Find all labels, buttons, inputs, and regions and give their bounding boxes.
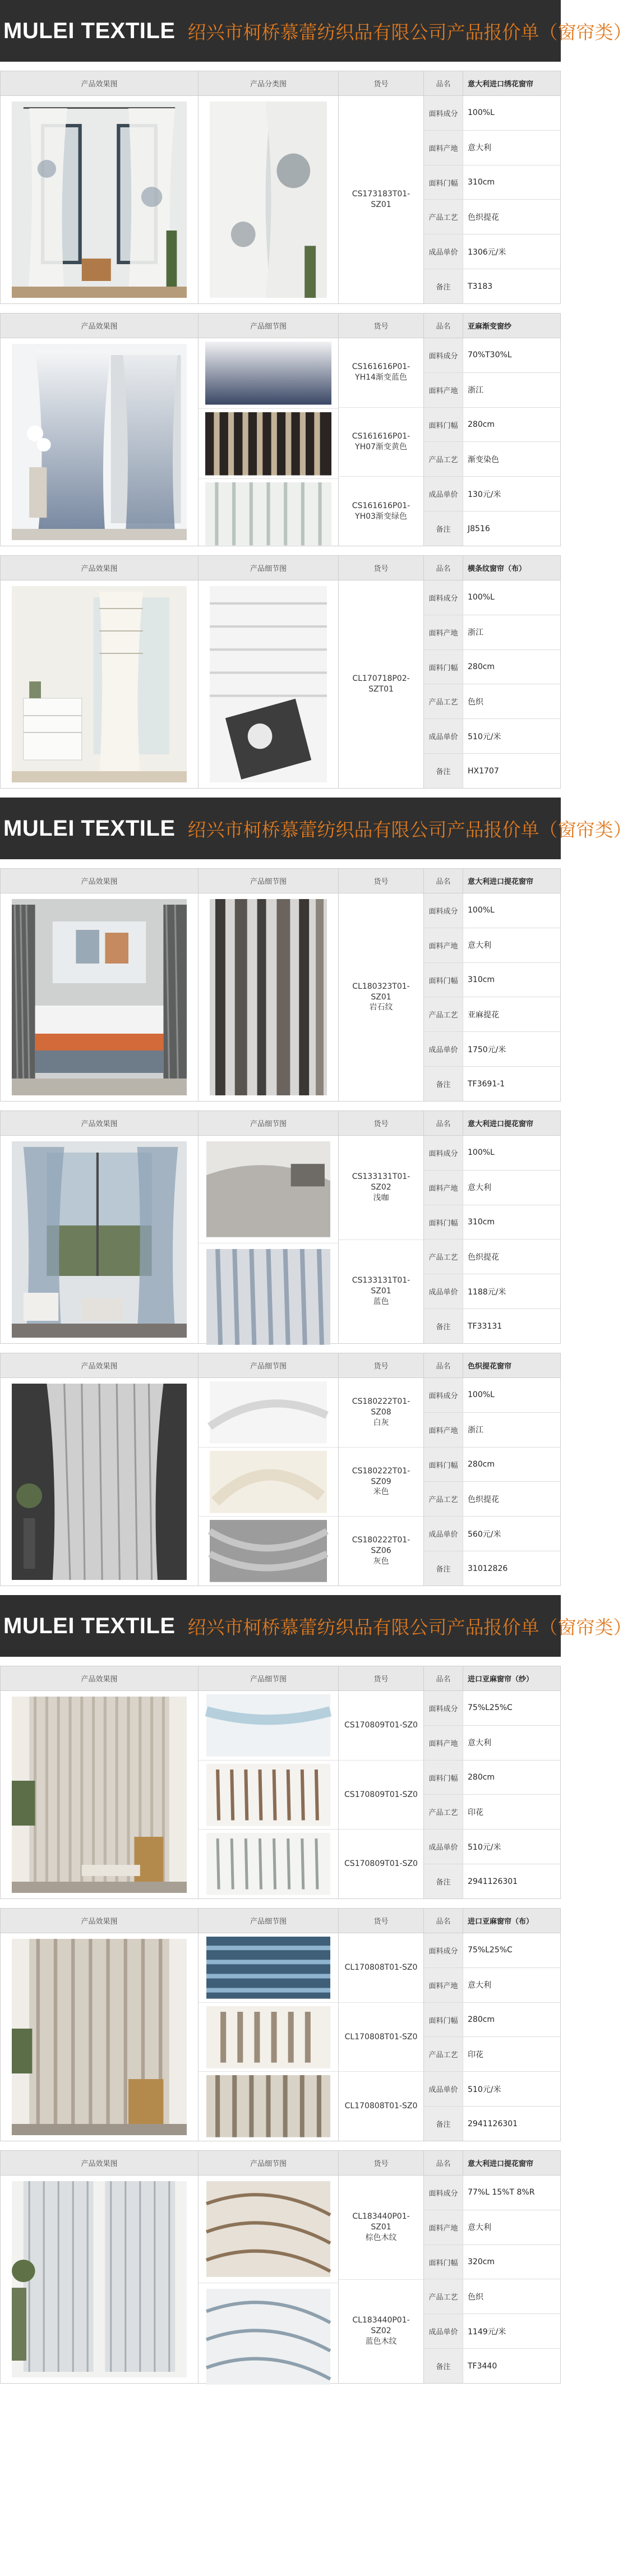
text-cell: 产品工艺 bbox=[424, 1239, 463, 1274]
effect-photo bbox=[1, 1378, 199, 1586]
text-cell: 面料产地 bbox=[424, 131, 463, 165]
text-cell: 货号 bbox=[339, 869, 424, 893]
text-cell: 备注 bbox=[424, 511, 463, 546]
detail-photo bbox=[199, 338, 338, 409]
text-cell: 面料产地 bbox=[424, 373, 463, 407]
text-cell: 面料门幅 bbox=[424, 650, 463, 684]
text-cell: 意大利 bbox=[468, 941, 491, 951]
item-code bbox=[339, 1761, 423, 1830]
text-cell: CL183440P01- bbox=[352, 2211, 410, 2221]
text-cell: 130元/米 bbox=[468, 490, 501, 499]
detail-photo bbox=[199, 1761, 338, 1830]
spec-composition: 100%L bbox=[468, 108, 495, 118]
text-cell: 浙江 bbox=[468, 386, 483, 395]
text-cell: 510元/米 bbox=[468, 732, 501, 741]
text-cell: CL170808T01-SZ0 bbox=[344, 1962, 418, 1972]
text-cell: 280cm bbox=[468, 420, 495, 430]
text-cell: 面料成分 bbox=[424, 2176, 463, 2210]
text-cell: CL170718P02- bbox=[352, 674, 410, 684]
text-cell: 2941126301 bbox=[468, 1877, 518, 1886]
product-name: 进口亚麻窗帘（纱） bbox=[468, 1675, 534, 1684]
text-cell: 面料产地 bbox=[424, 2210, 463, 2245]
product-block bbox=[0, 313, 561, 546]
text-cell: 成品单价 bbox=[424, 2314, 463, 2348]
text-cell: 品名 bbox=[424, 2151, 463, 2175]
spec-origin: 意大利 bbox=[468, 144, 491, 153]
text-cell: 280cm bbox=[468, 1773, 495, 1782]
text-cell: CL180323T01- bbox=[352, 981, 410, 991]
company-title: 绍兴市柯桥慕蕾纺织品有限公司产品报价单（窗帘类） bbox=[187, 21, 632, 43]
text-cell: CS161616P01- bbox=[352, 501, 410, 510]
text-cell: CS173183T01- bbox=[352, 190, 410, 199]
text-cell: CS170809T01-SZ0 bbox=[344, 1790, 418, 1799]
text-cell: 白灰 bbox=[373, 1418, 389, 1427]
text-cell: 色织 bbox=[468, 2292, 483, 2302]
text-cell: 面料成分 bbox=[424, 1933, 463, 1967]
spec-table bbox=[424, 580, 560, 788]
detail-photo bbox=[199, 1136, 338, 1243]
product-block bbox=[0, 555, 561, 789]
text-cell: CS180222T01- bbox=[352, 1397, 410, 1406]
text-cell: 成品单价 bbox=[424, 477, 463, 511]
text-cell: 面料产地 bbox=[424, 1171, 463, 1205]
text-cell: 备注 bbox=[424, 754, 463, 788]
text-cell: 100%L bbox=[468, 1148, 495, 1158]
text-cell: 面料成分 bbox=[424, 1691, 463, 1725]
text-cell: 备注 bbox=[424, 2107, 463, 2141]
text-cell: 1149元/米 bbox=[468, 2327, 506, 2337]
item-code bbox=[339, 96, 423, 303]
spec-table bbox=[424, 1378, 560, 1586]
text-cell: 产品细节图 bbox=[199, 1909, 339, 1933]
text-cell: 产品细节图 bbox=[199, 869, 339, 893]
text-cell: 品名 bbox=[424, 1909, 463, 1933]
text-cell: 品名 bbox=[424, 556, 463, 580]
text-cell: CL170808T01-SZ0 bbox=[344, 2032, 418, 2042]
item-code bbox=[339, 1240, 423, 1344]
text-cell: 亚麻提花 bbox=[468, 1010, 499, 1020]
spec-process: 色织提花 bbox=[468, 213, 499, 222]
text-cell: 成品单价 bbox=[424, 234, 463, 269]
text-cell: TF33131 bbox=[468, 1321, 502, 1331]
text-cell: 产品工艺 bbox=[424, 200, 463, 234]
item-code bbox=[339, 2176, 423, 2280]
text-cell: 备注 bbox=[424, 2349, 463, 2383]
text-cell: 棕色木纹 bbox=[365, 2233, 397, 2242]
spec-table bbox=[424, 1933, 560, 2141]
text-cell: 备注 bbox=[424, 1551, 463, 1586]
product-block bbox=[0, 1353, 561, 1586]
text-cell: 510元/米 bbox=[468, 1842, 501, 1852]
text-cell: 面料产地 bbox=[424, 928, 463, 962]
text-cell: 蓝色木纹 bbox=[365, 2337, 397, 2347]
product-block bbox=[0, 1666, 561, 1899]
text-cell: 色织提花 bbox=[468, 1495, 499, 1504]
text-cell: 310cm bbox=[468, 1218, 495, 1227]
text-cell: SZ08 bbox=[371, 1407, 391, 1417]
text-cell: MULEI TEXTILE bbox=[3, 1613, 176, 1638]
text-cell: 绍兴市柯桥慕蕾纺织品有限公司产品报价单（窗帘类） bbox=[187, 818, 632, 841]
text-cell: 310cm bbox=[468, 975, 495, 985]
text-cell: HX1707 bbox=[468, 766, 499, 776]
text-cell: 面料成分 bbox=[424, 893, 463, 928]
text-cell: 面料门幅 bbox=[424, 1205, 463, 1239]
text-cell: 产品效果图 bbox=[1, 1909, 199, 1933]
product-name: 色织提花窗帘 bbox=[468, 1362, 512, 1371]
text-cell: CS180222T01- bbox=[352, 1466, 410, 1476]
text-cell: 成品单价 bbox=[424, 1032, 463, 1066]
item-code bbox=[339, 338, 423, 408]
text-cell: 产品工艺 bbox=[424, 1795, 463, 1829]
text-cell: 品名 bbox=[424, 314, 463, 338]
text-cell: 品名 bbox=[424, 1666, 463, 1690]
text-cell: 产品效果图 bbox=[1, 1666, 199, 1690]
text-cell: CS180222T01- bbox=[352, 1536, 410, 1545]
text-cell: 成品单价 bbox=[424, 1830, 463, 1864]
text-cell: 备注 bbox=[424, 1067, 463, 1101]
detail-photo bbox=[199, 2072, 338, 2141]
text-cell: 备注 bbox=[424, 1864, 463, 1898]
text-cell: 产品工艺 bbox=[424, 1482, 463, 1516]
effect-photo bbox=[1, 338, 199, 546]
text-cell: 510元/米 bbox=[468, 2085, 501, 2094]
text-cell: 1188元/米 bbox=[468, 1287, 506, 1297]
text-cell: 面料门幅 bbox=[424, 1448, 463, 1482]
spec-table bbox=[424, 1136, 560, 1343]
spec-price: 1306元/米 bbox=[468, 247, 506, 257]
text-cell: 意大利 bbox=[468, 1981, 491, 1990]
item-code bbox=[339, 1933, 423, 2003]
text-cell: 产品细节图 bbox=[199, 556, 339, 580]
text-cell: 印花 bbox=[468, 1808, 483, 1817]
text-cell: 面料门幅 bbox=[424, 2003, 463, 2037]
text-cell: 面料产地 bbox=[424, 1413, 463, 1447]
text-cell: 75%L25%C bbox=[468, 1703, 513, 1713]
effect-photo bbox=[1, 893, 199, 1101]
text-cell: 560元/米 bbox=[468, 1529, 501, 1539]
banner bbox=[0, 1595, 632, 1657]
text-cell: CS133131T01- bbox=[352, 1172, 410, 1181]
text-cell: 品名 bbox=[424, 869, 463, 893]
text-cell: 货号 bbox=[339, 556, 424, 580]
text-cell: CS170809T01-SZ0 bbox=[344, 1720, 418, 1730]
text-cell: 浙江 bbox=[468, 628, 483, 638]
text-cell: 产品效果图 bbox=[1, 1353, 199, 1377]
product-name: 意大利进口提花窗帘 bbox=[468, 2160, 534, 2168]
product-block bbox=[0, 1110, 561, 1344]
text-cell: 成品单价 bbox=[424, 1274, 463, 1308]
detail-photo bbox=[199, 1517, 338, 1586]
text-cell: 产品工艺 bbox=[424, 2037, 463, 2071]
text-cell: 绍兴市柯桥慕蕾纺织品有限公司产品报价单（窗帘类） bbox=[187, 1616, 632, 1638]
detail-photo bbox=[199, 2003, 338, 2072]
item-code bbox=[339, 1378, 423, 1448]
text-cell: 货号 bbox=[339, 1909, 424, 1933]
text-cell: CS161616P01- bbox=[352, 432, 410, 441]
text-cell: YH14渐变蓝色 bbox=[355, 373, 407, 383]
text-cell: 320cm bbox=[468, 2257, 495, 2267]
spec-table bbox=[424, 2176, 560, 2383]
text-cell: 面料门幅 bbox=[424, 963, 463, 997]
item-code bbox=[339, 2072, 423, 2141]
detail-photo bbox=[199, 580, 338, 788]
text-cell: SZ02 bbox=[371, 2326, 391, 2336]
text-cell: 面料成分 bbox=[424, 338, 463, 372]
spec-table bbox=[424, 893, 560, 1101]
text-cell: J8516 bbox=[468, 524, 490, 533]
detail-photo bbox=[199, 893, 338, 1101]
spec-table bbox=[424, 96, 560, 303]
banner bbox=[0, 0, 632, 62]
text-cell: 品名 bbox=[424, 1111, 463, 1135]
text-cell: 产品细节图 bbox=[199, 1353, 339, 1377]
product-name: 进口亚麻窗帘（布） bbox=[468, 1918, 534, 1926]
text-cell: 色织提花 bbox=[468, 1252, 499, 1262]
text-cell: SZ09 bbox=[371, 1477, 391, 1486]
effect-photo bbox=[1, 1691, 199, 1898]
text-cell: MULEI TEXTILE bbox=[3, 815, 176, 841]
text-cell: 浙江 bbox=[468, 1426, 483, 1435]
text-cell: 货号 bbox=[339, 1353, 424, 1377]
text-cell: 280cm bbox=[468, 2015, 495, 2025]
product-block bbox=[0, 2150, 561, 2384]
text-cell: 77%L 15%T 8%R bbox=[468, 2188, 535, 2197]
text-cell: SZ02 bbox=[371, 1182, 391, 1192]
detail-photo bbox=[199, 1830, 338, 1898]
text-cell: 面料成分 bbox=[424, 1136, 463, 1170]
product-block bbox=[0, 1908, 561, 2141]
text-cell: SZ01 bbox=[371, 200, 391, 209]
text-cell: 100%L bbox=[468, 906, 495, 915]
text-cell: 面料产地 bbox=[424, 1968, 463, 2002]
text-cell: CS170809T01-SZ0 bbox=[344, 1859, 418, 1869]
text-cell: 成品单价 bbox=[424, 2072, 463, 2106]
effect-photo bbox=[1, 2176, 199, 2383]
text-cell: 货号 bbox=[339, 2151, 424, 2175]
text-cell: 浅咖 bbox=[373, 1193, 389, 1202]
item-code bbox=[339, 2280, 423, 2384]
item-code bbox=[339, 1691, 423, 1761]
text-cell: 280cm bbox=[468, 662, 495, 672]
product-name: 横条纹窗帘（布） bbox=[468, 565, 527, 573]
detail-photo bbox=[199, 2176, 338, 2283]
text-cell: 面料产地 bbox=[424, 1726, 463, 1760]
text-cell: YH07渐变黄色 bbox=[355, 443, 407, 451]
item-code bbox=[339, 1517, 423, 1586]
text-cell: 面料门幅 bbox=[424, 1761, 463, 1795]
text-cell: 产品细节图 bbox=[199, 2151, 339, 2175]
detail-photo bbox=[199, 1448, 338, 1517]
text-cell: 印花 bbox=[468, 2050, 483, 2059]
col-effect-image: 产品效果图 bbox=[1, 71, 199, 95]
text-cell: 面料成分 bbox=[424, 96, 463, 130]
effect-photo bbox=[1, 96, 199, 303]
text-cell: 备注 bbox=[424, 269, 463, 303]
text-cell: CL183440P01- bbox=[352, 2316, 410, 2325]
banner bbox=[0, 798, 632, 859]
item-code bbox=[339, 1448, 423, 1517]
text-cell: 品名 bbox=[424, 1353, 463, 1377]
brand-name: MULEI TEXTILE bbox=[3, 18, 176, 43]
detail-photo bbox=[199, 2283, 338, 2390]
text-cell: 渐变染色 bbox=[468, 455, 499, 464]
spec-width: 310cm bbox=[468, 178, 495, 187]
item-code bbox=[339, 1136, 423, 1240]
text-cell: 31012826 bbox=[468, 1564, 508, 1573]
text-cell: 面料产地 bbox=[424, 615, 463, 649]
text-cell: 280cm bbox=[468, 1460, 495, 1469]
text-cell: 意大利 bbox=[468, 1739, 491, 1748]
text-cell: TF3691-1 bbox=[468, 1079, 505, 1089]
text-cell: 面料成分 bbox=[424, 580, 463, 615]
text-cell: 面料门幅 bbox=[424, 408, 463, 442]
col-item-no: 货号 bbox=[339, 71, 424, 95]
text-cell: SZ01 bbox=[371, 992, 391, 1002]
spec-table bbox=[424, 338, 560, 546]
text-cell: SZ01 bbox=[371, 2222, 391, 2232]
detail-photo bbox=[199, 409, 338, 480]
text-cell: 1750元/米 bbox=[468, 1045, 506, 1054]
effect-photo bbox=[1, 1933, 199, 2141]
text-cell: 2941126301 bbox=[468, 2119, 518, 2128]
text-cell: 米色 bbox=[373, 1487, 389, 1497]
text-cell: 意大利 bbox=[468, 1183, 491, 1193]
text-cell: 产品细节图 bbox=[199, 314, 339, 338]
text-cell: 货号 bbox=[339, 1111, 424, 1135]
text-cell: 货号 bbox=[339, 314, 424, 338]
text-cell: 产品效果图 bbox=[1, 869, 199, 893]
text-cell: 产品效果图 bbox=[1, 2151, 199, 2175]
item-code bbox=[339, 580, 423, 788]
text-cell: 面料门幅 bbox=[424, 165, 463, 200]
text-cell: CL170808T01-SZ0 bbox=[344, 2102, 418, 2111]
text-cell: 产品工艺 bbox=[424, 684, 463, 718]
text-cell: 产品工艺 bbox=[424, 442, 463, 476]
text-cell: 蓝色 bbox=[373, 1297, 389, 1307]
text-cell: 产品效果图 bbox=[1, 556, 199, 580]
product-block bbox=[0, 868, 561, 1102]
text-cell: CS161616P01- bbox=[352, 362, 410, 372]
text-cell: 100%L bbox=[468, 593, 495, 602]
col-product-name: 品名 bbox=[424, 71, 463, 95]
detail-photo bbox=[199, 1243, 338, 1351]
item-code bbox=[339, 2003, 423, 2072]
detail-photo bbox=[199, 1933, 338, 2003]
text-cell: 意大利 bbox=[468, 2223, 491, 2233]
text-cell: 备注 bbox=[424, 1309, 463, 1343]
text-cell: 面料成分 bbox=[424, 1378, 463, 1412]
text-cell: 货号 bbox=[339, 1666, 424, 1690]
text-cell: TF3440 bbox=[468, 2361, 497, 2371]
item-code bbox=[339, 408, 423, 477]
text-cell: 岩石纹 bbox=[369, 1003, 393, 1012]
product-name: 意大利进口提花窗帘 bbox=[468, 1120, 534, 1128]
item-code bbox=[339, 477, 423, 546]
product-block bbox=[0, 71, 561, 304]
text-cell: 产品工艺 bbox=[424, 997, 463, 1031]
text-cell: 色织 bbox=[468, 697, 483, 707]
text-cell: 70%T30%L bbox=[468, 351, 512, 360]
text-cell: 成品单价 bbox=[424, 719, 463, 753]
effect-photo bbox=[1, 1136, 199, 1343]
text-cell: 75%L25%C bbox=[468, 1946, 513, 1955]
text-cell: YH03渐变绿色 bbox=[355, 511, 407, 521]
text-cell: SZT01 bbox=[368, 685, 394, 694]
detail-photo bbox=[199, 479, 338, 549]
text-cell: 产品效果图 bbox=[1, 314, 199, 338]
product-name: 亚麻渐变窗纱 bbox=[468, 322, 512, 331]
item-code bbox=[339, 1830, 423, 1898]
detail-photo bbox=[199, 1691, 338, 1761]
item-code bbox=[339, 893, 423, 1101]
text-cell: 成品单价 bbox=[424, 1517, 463, 1551]
text-cell: SZ01 bbox=[371, 1287, 391, 1296]
product-name: 意大利进口提花窗帘 bbox=[468, 878, 534, 886]
text-cell: 产品效果图 bbox=[1, 1111, 199, 1135]
text-cell: 灰色 bbox=[373, 1557, 389, 1566]
text-cell: SZ06 bbox=[371, 1546, 391, 1556]
text-cell: 产品细节图 bbox=[199, 1111, 339, 1135]
col-category-image: 产品分类图 bbox=[199, 71, 339, 95]
text-cell: 产品工艺 bbox=[424, 2279, 463, 2314]
text-cell: 产品细节图 bbox=[199, 1666, 339, 1690]
detail-photo bbox=[199, 1378, 338, 1448]
spec-note: T3183 bbox=[468, 282, 493, 291]
text-cell: 面料门幅 bbox=[424, 2245, 463, 2279]
product-name: 意大利进口绣花窗帘 bbox=[468, 80, 534, 89]
effect-photo bbox=[1, 580, 199, 788]
text-cell: CS133131T01- bbox=[352, 1276, 410, 1285]
spec-table bbox=[424, 1691, 560, 1898]
category-photo bbox=[199, 96, 338, 303]
text-cell: 100%L bbox=[468, 1390, 495, 1400]
